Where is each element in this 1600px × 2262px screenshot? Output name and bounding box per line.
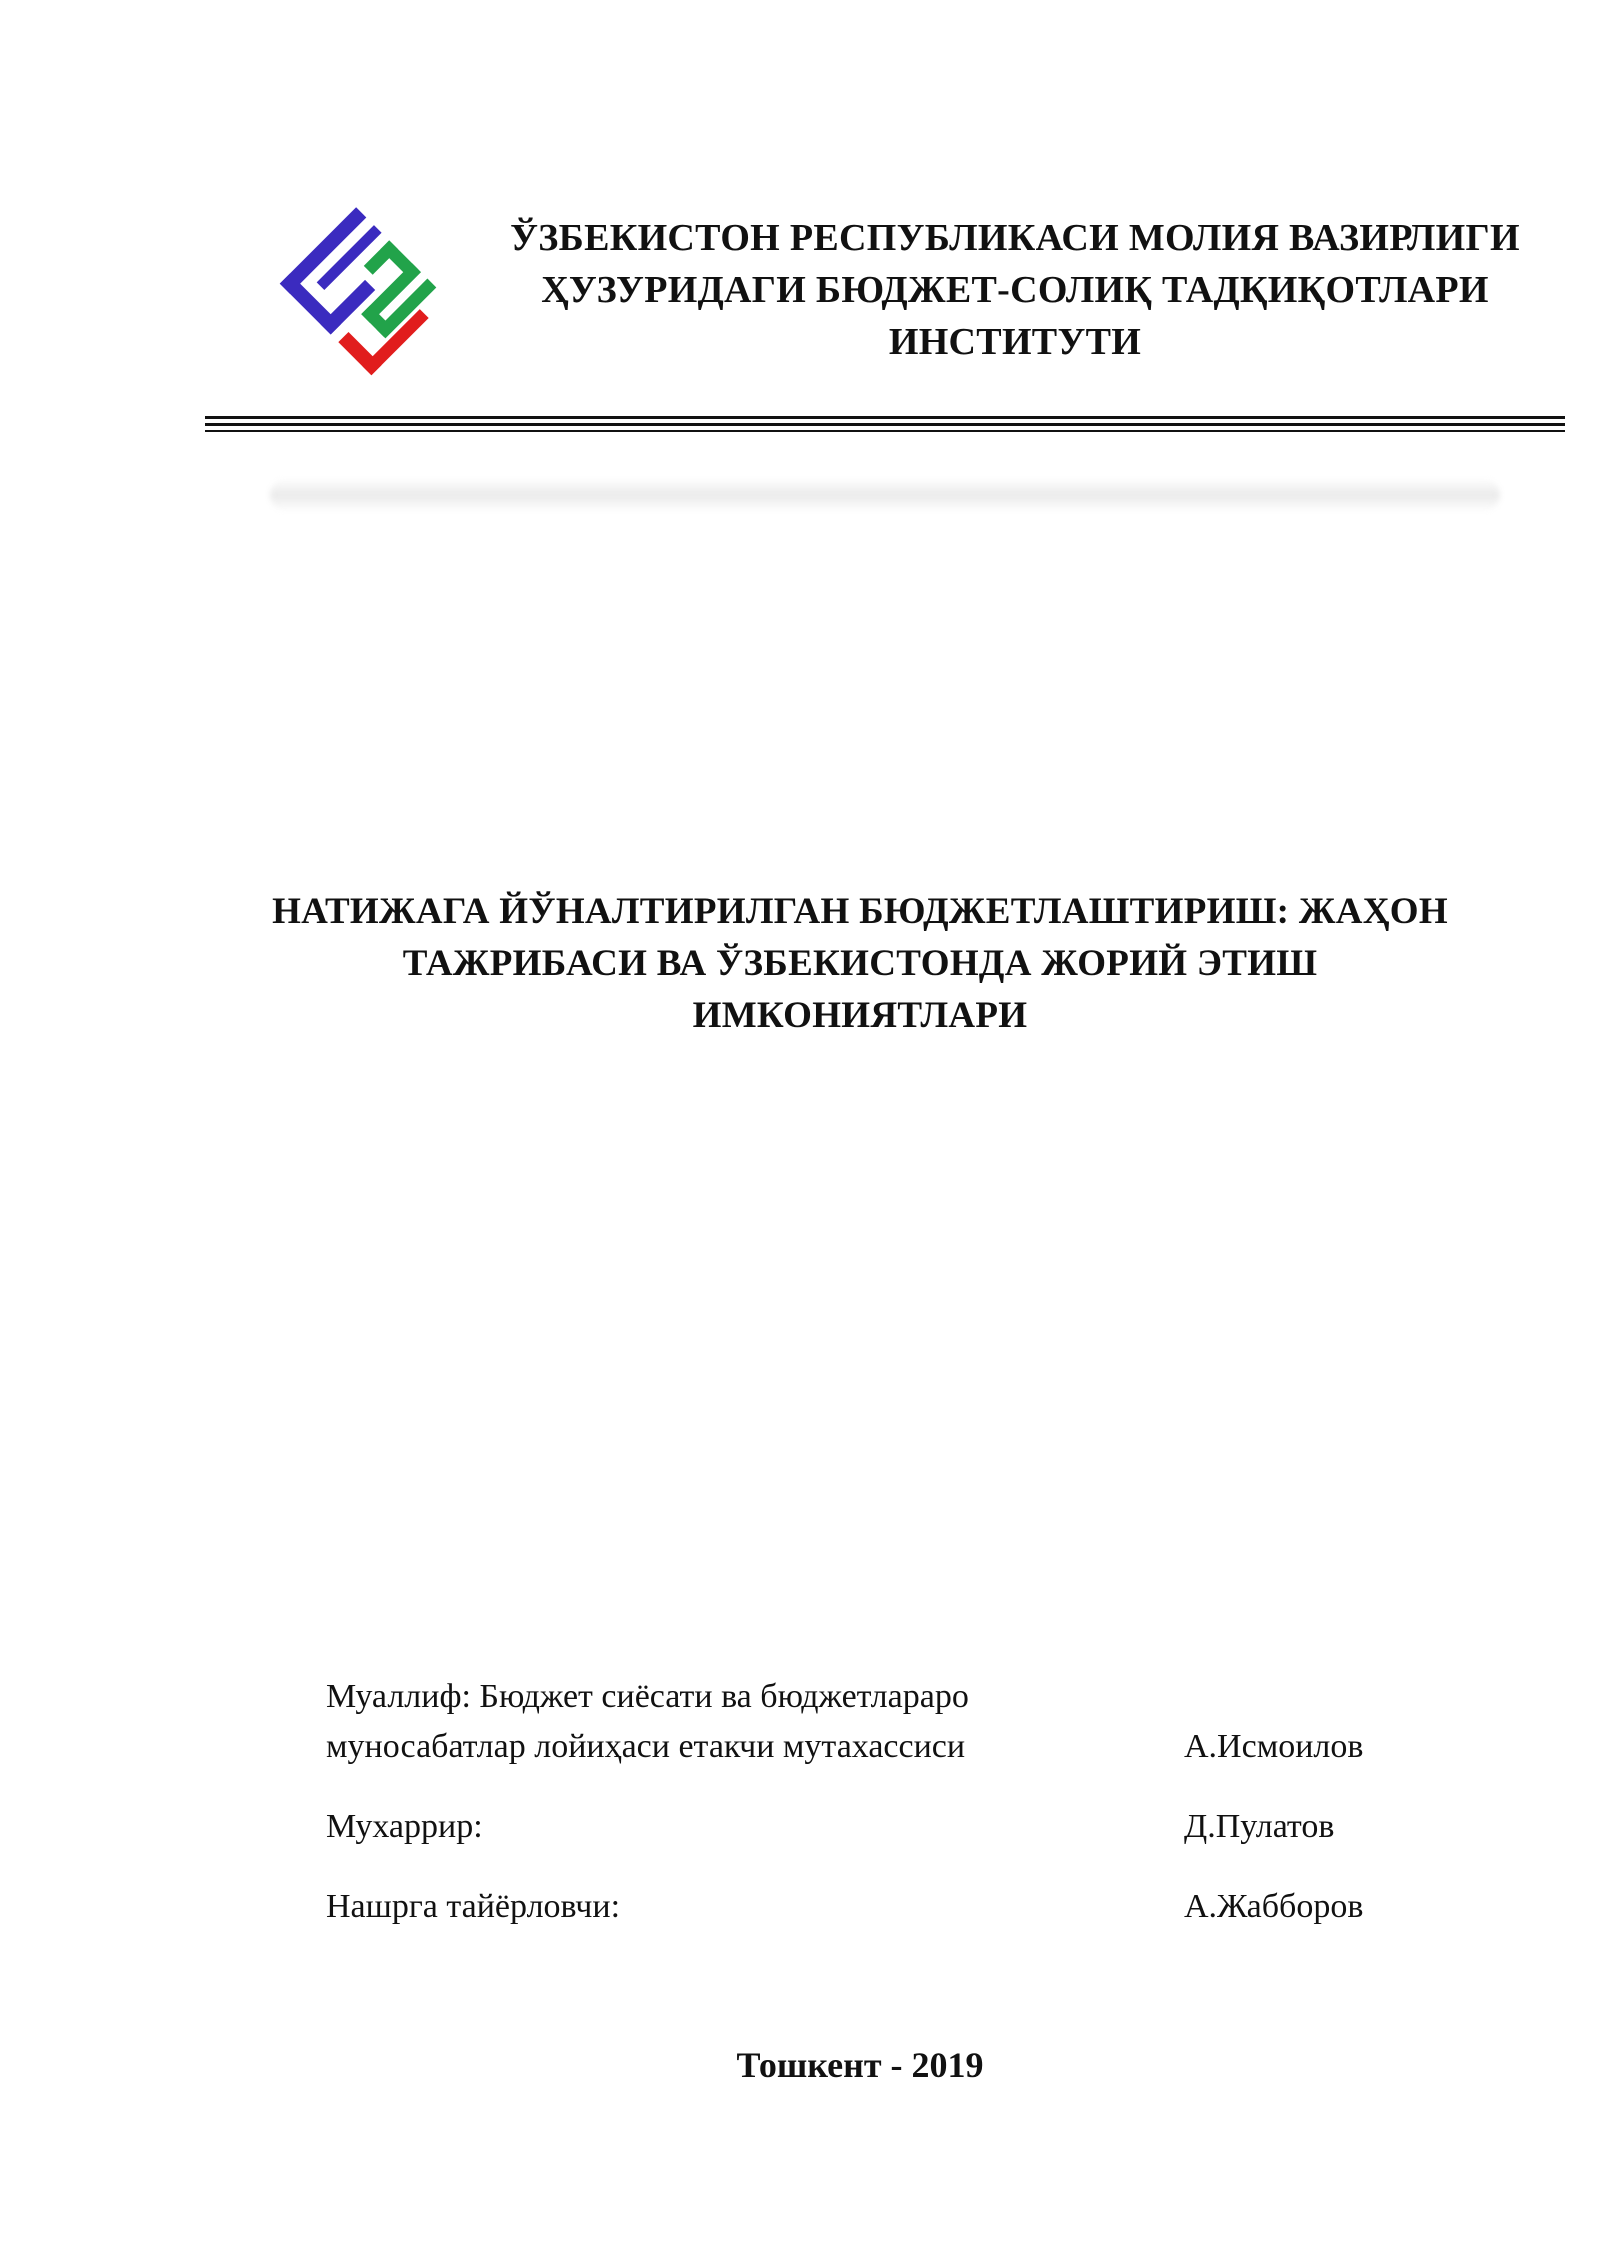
credits-block bbox=[326, 1672, 1426, 1932]
author-name: А.Исмоилов bbox=[1184, 1728, 1364, 1765]
document-title bbox=[200, 886, 1520, 1042]
editor-label: Мухаррир: bbox=[326, 1808, 483, 1845]
institute-name-line-1: ЎЗБЕКИСТОН РЕСПУБЛИКАСИ МОЛИЯ ВАЗИРЛИГИ bbox=[510, 217, 1520, 259]
header-rule-bottom bbox=[205, 430, 1565, 432]
blurred-text-band bbox=[270, 478, 1500, 512]
document-title-line-1: НАТИЖАГА ЙЎНАЛТИРИЛГАН БЮДЖЕТЛАШТИРИШ: ЖАҲОН bbox=[272, 891, 1448, 932]
credit-editor bbox=[326, 1802, 1426, 1852]
document-title-line-2: ТАЖРИБАСИ ВА ЎЗБЕКИСТОНДА ЖОРИЙ ЭТИШ bbox=[402, 943, 1318, 984]
logo-blue-bar-3 bbox=[320, 280, 375, 335]
header-rule-middle bbox=[205, 423, 1565, 426]
header-rule-top bbox=[205, 416, 1565, 419]
author-label-line-1: Муаллиф: Бюджет сиёсати ва бюджетлараро bbox=[326, 1678, 969, 1715]
credit-author bbox=[326, 1672, 1426, 1772]
credit-preparer bbox=[326, 1882, 1426, 1932]
institute-name bbox=[470, 212, 1560, 368]
city-year: Тошкент - 2019 bbox=[736, 2045, 984, 2085]
document-title-line-3: ИМКОНИЯТЛАРИ bbox=[692, 995, 1028, 1036]
institute-name-line-3: ИНСТИТУТИ bbox=[888, 321, 1142, 363]
logo-blue-bar-4 bbox=[317, 225, 382, 290]
institute-name-line-2: ҲУЗУРИДАГИ БЮДЖЕТ-СОЛИҚ ТАДҚИҚОТЛАРИ bbox=[541, 269, 1489, 311]
preparer-label: Нашрга тайёрловчи: bbox=[326, 1888, 621, 1925]
preparer-name: А.Жабборов bbox=[1184, 1888, 1364, 1925]
author-label-line-2: муносабатлар лойиҳаси етакчи мутахассиси bbox=[326, 1728, 966, 1765]
institute-logo bbox=[270, 200, 455, 380]
editor-name: Д.Пулатов bbox=[1184, 1808, 1335, 1845]
